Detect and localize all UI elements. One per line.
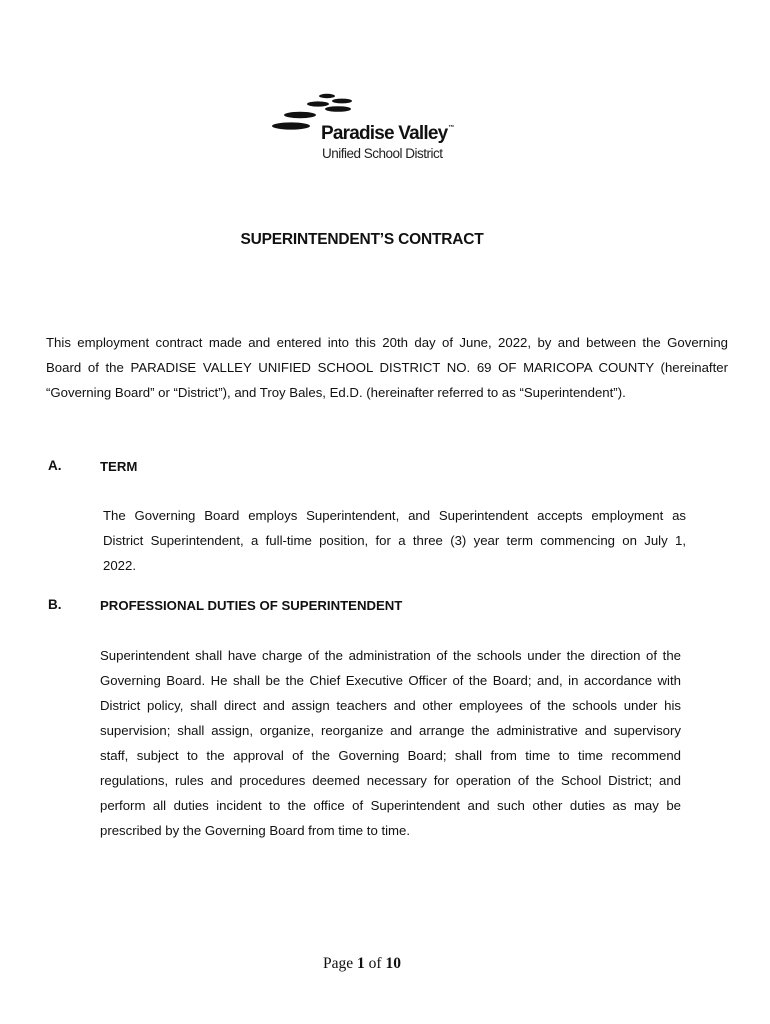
contract-title: SUPERINTENDENT’S CONTRACT: [240, 231, 484, 248]
section-b-line: District policy, shall direct and assign teachers and other employees of the schools under his: [100, 698, 681, 713]
page-number-footer: [0, 955, 724, 973]
section-b-line: Governing Board. He shall be the Chief Executive Officer of the Board; and, in accordance with: [100, 673, 681, 688]
section-a-line: 2022.: [103, 558, 137, 573]
logo-name: Paradise Valley™: [321, 123, 454, 144]
district-logo: [270, 90, 470, 165]
section-b-letter: B.: [48, 597, 62, 612]
intro-line: This employment contract made and entered into this 20th day of June, 2022, by and between the Governing: [46, 335, 728, 350]
section-a-heading: TERM: [100, 459, 138, 474]
section-b-line: Superintendent shall have charge of the administration of the schools under the direction of the: [100, 648, 681, 663]
page-total: 10: [385, 955, 401, 972]
section-b-line: staff, subject to the approval of the Governing Board; shall from time to time recommend: [100, 748, 681, 763]
section-b-body: [100, 643, 681, 843]
section-a-body: [103, 503, 686, 578]
intro-paragraph: [46, 330, 728, 405]
section-b-line: perform all duties incident to the office of Superintendent and such other duties as may be: [100, 798, 681, 813]
of-word: of: [368, 955, 382, 972]
intro-line: Board of the PARADISE VALLEY UNIFIED SCHOOL DISTRICT NO. 69 OF MARICOPA COUNTY (hereinafter: [46, 360, 728, 375]
page-current: 1: [357, 955, 365, 972]
page-word: Page: [323, 955, 354, 972]
section-b-heading: PROFESSIONAL DUTIES OF SUPERINTENDENT: [100, 598, 403, 613]
section-b-line: regulations, rules and procedures deemed necessary for operation of the School District; and: [100, 773, 681, 788]
section-a-letter: A.: [48, 458, 62, 473]
section-a-line: District Superintendent, a full-time position, for a three (3) year term commencing on July 1,: [103, 533, 686, 548]
logo-subtitle: Unified School District: [322, 146, 443, 161]
section-b-line: prescribed by the Governing Board from time to time.: [100, 823, 411, 838]
section-b-line: supervision; shall assign, organize, reorganize and arrange the administrative and supervisory: [100, 723, 681, 738]
intro-line: “Governing Board” or “District”), and Troy Bales, Ed.D. (hereinafter referred to as “Superintendent”).: [46, 385, 626, 400]
section-a-line: The Governing Board employs Superintendent, and Superintendent accepts employment as: [103, 508, 686, 523]
